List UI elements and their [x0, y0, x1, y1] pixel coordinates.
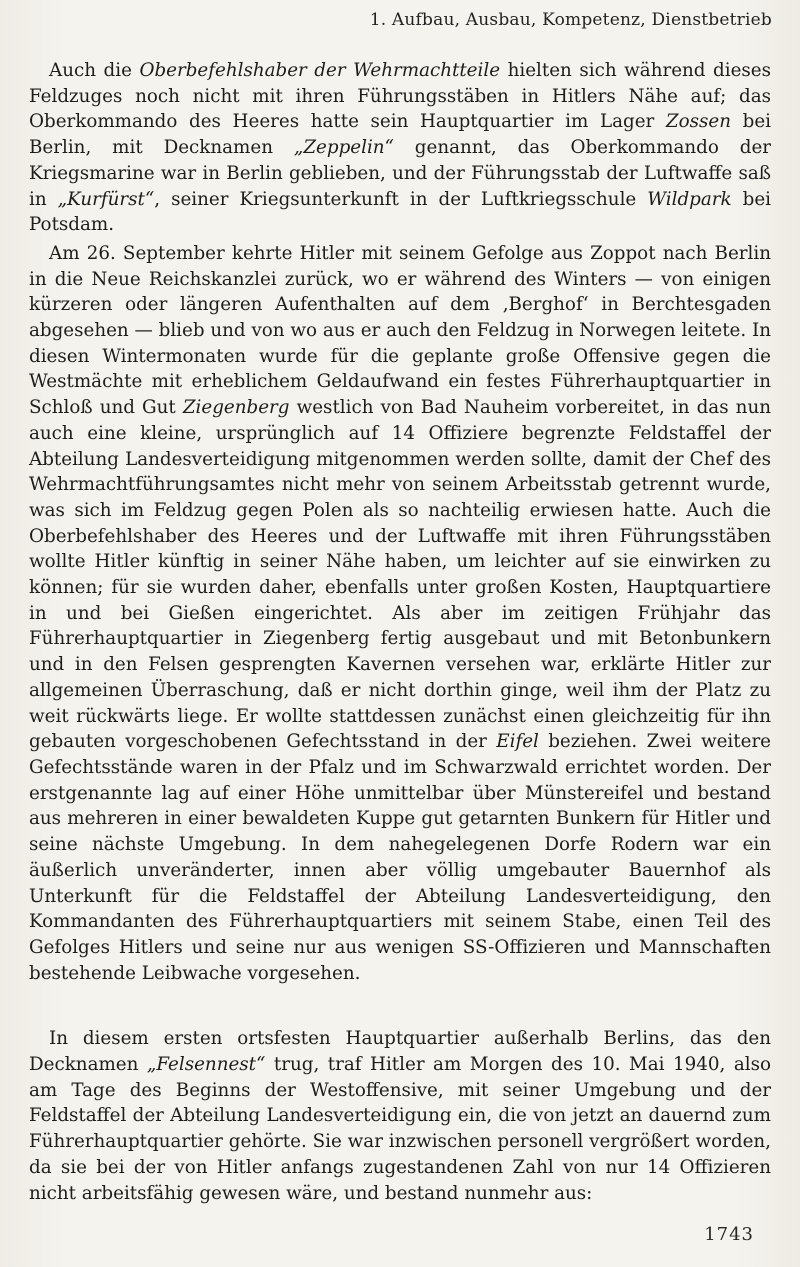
paragraph-1: [29, 58, 771, 238]
text-segment: trug, traf Hitler am Morgen des 10. Mai 1940, also am Tage des Beginns der Westoffensive, mit seiner Umgebung und der Feldstaffel der Abteilung Landesverteidigung ein, die von jetzt an dauernd zum Führerhauptquartier gehörte. Sie war inzwischen personell vergrößert worden, da sie bei der von Hitler anfangs zugestandenen Zahl von nur 14 Offizieren nicht arbeitsfähig gewesen wäre, und bestand nunmehr aus:: [29, 1054, 771, 1204]
italic-codename: „Kurfürst“: [57, 188, 155, 210]
text-segment: In diesem ersten ortsfesten Hauptquartier außerhalb Berlins, das den Decknamen: [29, 1028, 771, 1076]
text-segment: bei Berlin, mit Decknamen: [29, 111, 772, 159]
italic-codename: „Zeppelin“: [293, 137, 394, 159]
italic-term: Oberbefehlshaber der Wehrmachtteile: [139, 60, 501, 81]
italic-place-name: Zossen: [665, 111, 731, 133]
body-text: [29, 58, 771, 1206]
text-segment: Am 26. September kehrte Hitler mit seinem Gefolge aus Zoppot nach Berlin in die Neue Reichskanzlei zurück, wo er während des Winters — von einigen kürzeren oder längeren Aufenthalten auf dem ‚Berghof‘ in Berchtesgaden abgesehen — blieb und von wo aus er auch den Feldzug in Norwegen leitete. In diesen Wintermonaten wurde für die geplante große Offensive gegen die Westmächte mit erheblichem Geldaufwand ein festes Führerhauptquartier in Schloß und Gut: [29, 242, 771, 419]
text-segment: genannt, das Oberkommando der Kriegsmarine war in Berlin geblieben, und der Führungsstab der Luftwaffe saß in: [29, 137, 771, 210]
text-segment: westlich von Bad Nauheim vorbereitet, in das nun auch eine kleine, ursprünglich auf 14 Offiziere begrenzte Feldstaffel der Abteilung Landesverteidigung mitgenommen werden sollte, damit der Chef des Wehrmachtführungsamtes nicht mehr von seinem Arbeitsstab getrennt wurde, was sich im Feldzug gegen Polen als so nachteilig erwiesen hatte. Auch die Oberbefehlshaber des Heeres und der Luftwaffe mit ihren Führungsstäben wollte Hitler künftig in seiner Nähe haben, um leichter auf sie einwirken zu können; für sie wurden daher, ebenfalls unter großen Kosten, Hauptquartiere in und bei Gießen eingerichtet. Als aber im zeitigen Frühjahr das Führerhauptquartier in Ziegenberg fertig ausgebaut und mit Betonbunkern und in den Felsen gesprengten Kavernen versehen war, erklärte Hitler zur allgemeinen Überraschung, daß er nicht dorthin ginge, weil ihm der Platz zu weit rückwärts liege. Er wollte stattdessen zunächst einen gleichzeitig für ihn gebauten vorgeschobenen Gefechtsstand in der: [29, 397, 771, 753]
text-segment: bei Potsdam.: [29, 188, 771, 236]
italic-place-name: Ziegenberg: [182, 397, 290, 419]
text-segment: beziehen. Zwei weitere Gefechtsstände waren in der Pfalz und im Schwarzwald errichtet worden. Der erstgenannte lag auf einer Höhe unmittelbar über Münstereifel und bestand aus mehreren in einer bewaldeten Kuppe gut getarnten Bunkern für Hitler und seine nächste Umgebung. In dem nahegelegenen Dorfe Rodern war ein äußerlich unveränderter, innen aber völlig umgebauter Bauernhof als Unterkunft für die Feldstaffel der Abteilung Landesverteidigung, den Kommandanten des Führerhauptquartiers mit seinem Stabe, einen Teil des Gefolges Hitlers und seine nur aus wenigen SS-Offizieren und Mannschaften bestehende Leibwache vorgesehen.: [29, 731, 771, 984]
italic-codename: „Felsennest“: [146, 1054, 266, 1076]
text-segment: hielten sich während dieses Feldzuges noch nicht mit ihren Führungsstäben in Hitlers Nähe auf; das Oberkommando des Heeres hatte sein Hauptquartier im Lager: [29, 60, 772, 133]
paragraph-2: [29, 241, 771, 986]
running-head: 1. Aufbau, Ausbau, Kompetenz, Dienstbetrieb: [369, 10, 772, 30]
italic-place-name: Wildpark: [647, 188, 732, 210]
page-number: 1743: [704, 1224, 754, 1245]
text-segment: , seiner Kriegsunterkunft in der Luftkriegsschule: [154, 188, 648, 210]
paragraph-3: [29, 1026, 771, 1206]
text-segment: Auch die: [49, 60, 140, 81]
italic-place-name: Eifel: [496, 731, 539, 753]
